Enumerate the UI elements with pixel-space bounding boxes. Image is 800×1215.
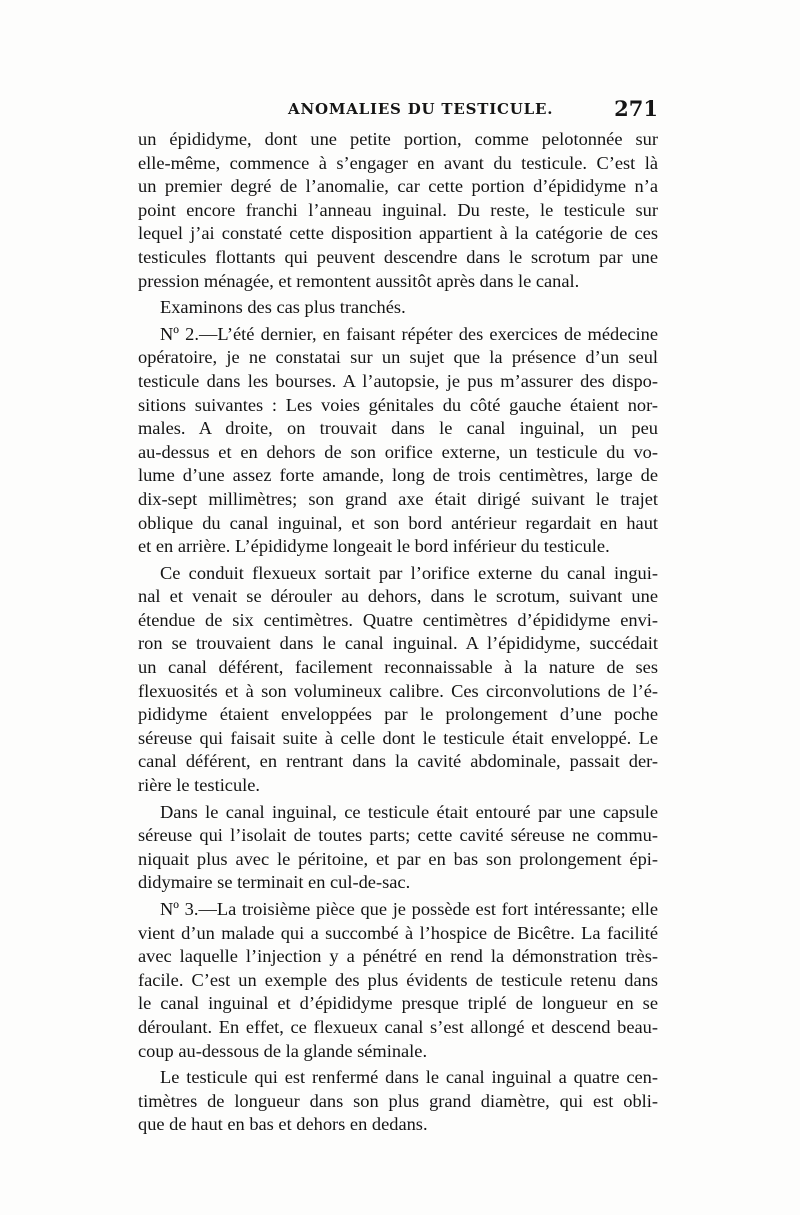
text-line: déroulant. En effet, ce flexueux canal s’est allongé et descend beau- — [138, 1016, 658, 1037]
text-line: Le testicule qui est renfermé dans le canal inguinal a quatre cen- — [160, 1067, 658, 1088]
text-line: didymaire se terminait en cul-de-sac. — [138, 872, 411, 893]
running-title: ANOMALIES DU TESTICULE. — [288, 100, 554, 118]
paragraph — [138, 1066, 658, 1137]
text-line: Dans le canal inguinal, ce testicule était entouré par une capsule — [160, 801, 658, 822]
text-line: un canal déférent, facilement reconnaissable à la nature de ses — [138, 657, 658, 678]
text-line: Nº 2.—L’été dernier, en faisant répéter des exercices de médecine — [160, 323, 658, 344]
text-line: niquait plus avec le péritoine, et par en bas son prolongement épi- — [138, 848, 658, 869]
text-line: nal et venait se dérouler au dehors, dans le scrotum, suivant une — [138, 586, 658, 607]
text-line: oblique du canal inguinal, et son bord antérieur regardait en haut — [138, 512, 658, 533]
text-line: séreuse qui l’isolait de toutes parts; cette cavité séreuse ne commu- — [138, 825, 658, 846]
text-line: point encore franchi l’anneau inguinal. Du reste, le testicule sur — [138, 199, 658, 220]
text-line: séreuse qui faisait suite à celle dont le testicule était enveloppé. Le — [138, 727, 658, 748]
text-line: timètres de longueur dans son plus grand diamètre, qui est obli- — [138, 1090, 658, 1111]
text-line: dix-sept millimètres; son grand axe était dirigé suivant le trajet — [138, 488, 658, 509]
text-line: opératoire, je ne constatai sur un sujet que la présence d’un seul — [138, 347, 658, 368]
text-line: coup au-dessous de la glande séminale. — [138, 1040, 428, 1061]
page-number: 271 — [614, 96, 658, 121]
text-line: pression ménagée, et remontent aussitôt après dans le canal. — [138, 270, 580, 291]
text-line: au-dessus et en dehors de son orifice externe, un testicule du vo- — [138, 441, 658, 462]
paragraph — [138, 898, 658, 1063]
text-line: que de haut en bas et dehors en dedans. — [138, 1114, 428, 1135]
text-line: et en arrière. L’épididyme longeait le bord inférieur du testicule. — [138, 536, 610, 557]
text-line: un premier degré de l’anomalie, car cette portion d’épididyme n’a — [138, 176, 658, 197]
text-line: ron se trouvaient dans le canal inguinal. A l’épididyme, succédait — [138, 633, 658, 654]
text-line: testicule dans les bourses. A l’autopsie, je pus m’assurer des dispo- — [138, 370, 658, 391]
text-line: étendue de six centimètres. Quatre centimètres d’épididyme envi- — [138, 609, 658, 630]
text-line: sitions suivantes : Les voies génitales du côté gauche étaient nor- — [138, 394, 658, 415]
paragraph — [138, 128, 658, 293]
text-line: elle-même, commence à s’engager en avant du testicule. C’est là — [138, 152, 658, 173]
paragraph — [138, 801, 658, 895]
text-line: facile. C’est un exemple des plus évidents de testicule retenu dans — [138, 969, 658, 990]
page-header — [138, 96, 658, 122]
paragraph — [138, 323, 658, 559]
text-line: un épididyme, dont une petite portion, comme pelotonnée sur — [138, 129, 658, 149]
text-line: avec laquelle l’injection y a pénétré en rend la démonstration très- — [138, 946, 658, 967]
text-line: lequel j’ai constaté cette disposition appartient à la catégorie de ces — [138, 223, 658, 244]
text-line: lume d’une assez forte amande, long de trois centimètres, large de — [138, 465, 658, 486]
paragraph — [138, 296, 658, 320]
text-line: Nº 3.—La troisième pièce que je possède est fort intéressante; elle — [160, 899, 658, 919]
text-line: testicules flottants qui peuvent descendre dans le scrotum par une — [138, 246, 658, 267]
text-line: Ce conduit flexueux sortait par l’orifice externe du canal ingui- — [160, 562, 658, 583]
text-line: le canal inguinal et d’épididyme presque triplé de longueur en se — [138, 993, 658, 1014]
text-line: males. A droite, on trouvait dans le canal inguinal, un peu — [138, 418, 658, 439]
paragraph — [138, 562, 658, 798]
body-text — [138, 128, 658, 1137]
text-line: canal déférent, en rentrant dans la cavité abdominale, passait der- — [138, 751, 658, 772]
text-line: rière le testicule. — [138, 775, 261, 796]
text-line: Examinons des cas plus tranchés. — [160, 297, 406, 318]
text-line: flexuosités et à son volumineux calibre. Ces circonvolutions de l’é- — [138, 680, 658, 701]
text-line: vient d’un malade qui a succombé à l’hospice de Bicêtre. La facilité — [138, 922, 658, 943]
text-line: pididyme étaient enveloppées par le prolongement d’une poche — [138, 704, 658, 725]
